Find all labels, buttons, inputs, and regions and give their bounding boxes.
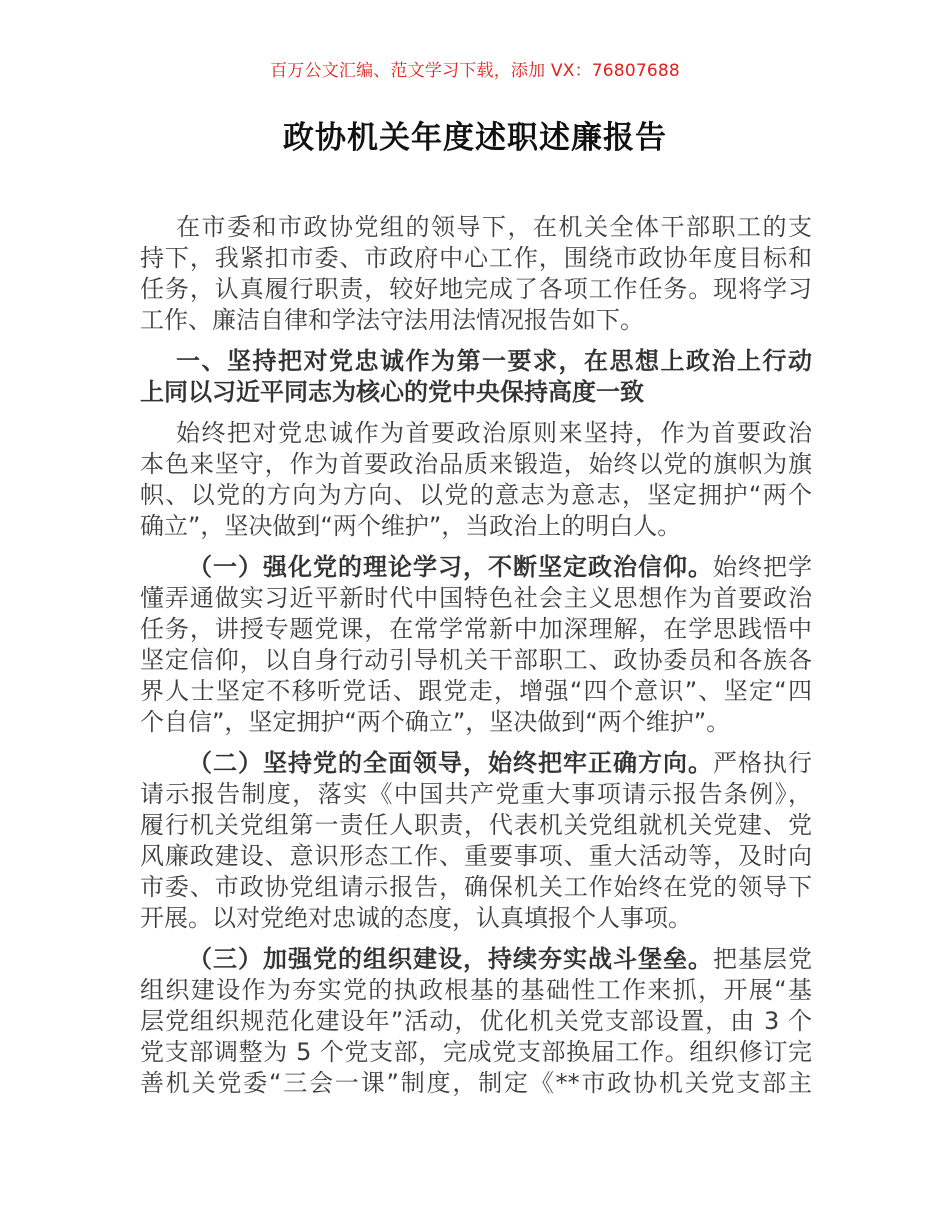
text-span: 严格执行 <box>713 749 812 777</box>
text-line: 始终把对党忠诚作为首要政治原则来坚持，作为首要政治 <box>176 419 812 447</box>
text-span: 把基层党 <box>713 945 812 973</box>
text-line: 界人士坚定不移听党话、跟党走，增强“四个意识”、坚定“四 <box>140 677 812 705</box>
subsection-lead: （三）加强党的组织建设，持续夯实战斗堡垒。 <box>188 945 713 973</box>
text-line: 市委、市政协党组请示报告，确保机关工作始终在党的领导下 <box>140 873 812 901</box>
subsection-1 <box>140 552 812 738</box>
text-line: 请示报告制度，落实《中国共产党重大事项请示报告条例》， <box>140 780 812 808</box>
text-line: 坚定信仰，以自身行动引导机关干部职工、政协委员和各族各 <box>140 646 812 674</box>
text-line: 个自信”，坚定拥护“两个确立”，坚决做到“两个维护”。 <box>140 708 731 736</box>
subsection-lead: （一）强化党的理论学习，不断坚定政治信仰。 <box>188 553 713 581</box>
subsection-lead: （二）坚持党的全面领导，始终把牢正确方向。 <box>188 749 713 777</box>
text-line: 在市委和市政协党组的领导下，在机关全体干部职工的支 <box>176 213 812 241</box>
heading-line: 上同以习近平同志为核心的党中央保持高度一致 <box>140 378 644 406</box>
text-line: 本色来坚守，作为首要政治品质来锻造，始终以党的旗帜为旗 <box>140 450 812 478</box>
text-line: 懂弄通做实习近平新时代中国特色社会主义思想作为首要政治 <box>140 584 812 612</box>
text-line <box>140 552 812 583</box>
text-line: 任务，讲授专题党课，在常学常新中加深理解，在学思践悟中 <box>140 615 812 643</box>
document-title: 政协机关年度述职述廉报告 <box>283 120 667 156</box>
subsection-2 <box>140 748 812 934</box>
subsection-3 <box>140 944 812 1099</box>
text-line: 风廉政建设、意识形态工作、重要事项、重大活动等，及时向 <box>140 842 812 870</box>
text-line: 持下，我紧扣市委、市政府中心工作，围绕市政协年度目标和 <box>140 244 812 272</box>
watermark-banner: 百万公文汇编、范文学习下载，添加 VX：76807688 <box>270 61 680 81</box>
text-line: 帜、以党的方向为方向、以党的意志为意志，坚定拥护“两个 <box>140 481 812 509</box>
text-line: 组织建设作为夯实党的执政根基的基础性工作来抓，开展“基 <box>140 976 812 1004</box>
text-line <box>140 748 812 779</box>
text-line: 工作、廉洁自律和学法守法用法情况报告如下。 <box>140 306 644 334</box>
text-line: 党支部调整为 5 个党支部，完成党支部换届工作。组织修订完 <box>140 1038 812 1066</box>
text-line: 确立”，坚决做到“两个维护”，当政治上的明白人。 <box>140 512 682 540</box>
section-heading-1 <box>140 346 812 408</box>
text-line: 善机关党委“三会一课”制度，制定《**市政协机关党支部主 <box>140 1069 812 1097</box>
document-body <box>140 212 812 1109</box>
text-line <box>140 944 812 975</box>
text-line: 任务，认真履行职责，较好地完成了各项工作任务。现将学习 <box>140 275 812 303</box>
text-line: 层党组织规范化建设年”活动，优化机关党支部设置，由 3 个 <box>140 1007 812 1035</box>
text-span: 始终把学 <box>713 553 812 581</box>
text-line: 开展。以对党绝对忠诚的态度，认真填报个人事项。 <box>140 904 692 932</box>
intro-paragraph <box>140 212 812 336</box>
text-line: 履行机关党组第一责任人职责，代表机关党组就机关党建、党 <box>140 811 812 839</box>
section-1-paragraph <box>140 418 812 542</box>
heading-line: 一、坚持把对党忠诚作为第一要求，在思想上政治上行动 <box>176 347 812 375</box>
